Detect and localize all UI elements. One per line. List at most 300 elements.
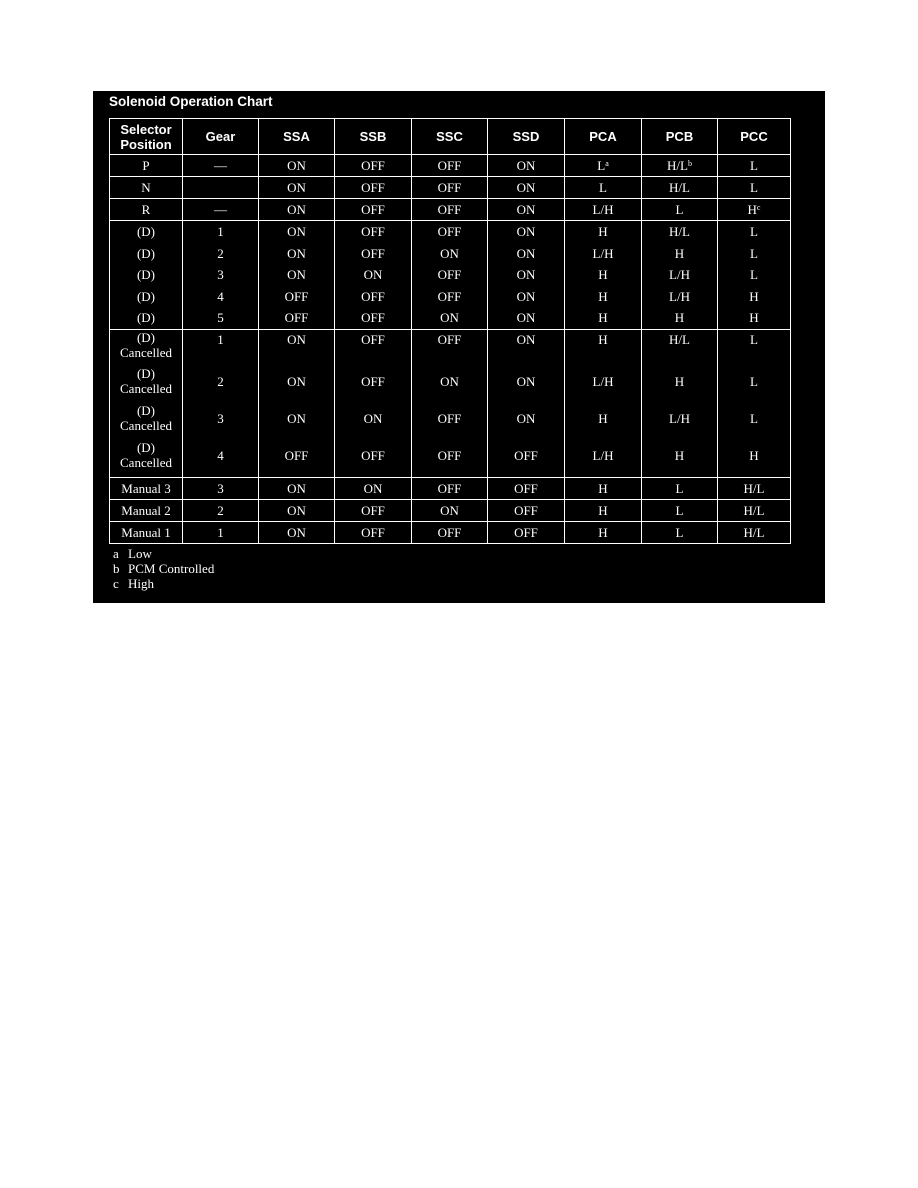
ssb-cell [335, 264, 412, 286]
ssc-cell-text: OFF [437, 481, 462, 497]
gear-cell [183, 366, 259, 403]
pcc-cell [718, 522, 791, 544]
pca-cell-text: L/H [592, 202, 614, 217]
gear-cell-text: 2 [217, 374, 224, 390]
ssd-cell [488, 155, 565, 177]
header-selector-line2: Position [120, 136, 172, 152]
ssc-cell-text: OFF [437, 202, 462, 217]
pca-cell [565, 199, 642, 221]
ssc-cell-text: OFF [437, 288, 462, 304]
ssc-cell-text: OFF [437, 448, 462, 464]
pcc-cell-text: L [750, 224, 758, 239]
pcc-cell [718, 403, 791, 440]
ssc-cell [412, 329, 488, 366]
header-ssc: SSC [412, 119, 488, 155]
pcb-cell [642, 155, 718, 177]
table-row [110, 329, 791, 366]
footnote-item [113, 546, 214, 561]
pcc-cell [718, 243, 791, 265]
pcb-cell [642, 243, 718, 265]
ssc-cell-text: ON [440, 245, 459, 261]
pcb-cell-text: L [675, 525, 684, 541]
ssb-cell [335, 478, 412, 500]
footnote-item [113, 561, 214, 576]
gear-cell [183, 522, 259, 544]
ssa-cell [259, 286, 335, 308]
ssa-cell-text: OFF [284, 448, 309, 464]
pcb-cell [642, 403, 718, 440]
ssd-cell [488, 221, 565, 243]
pcb-cell-text: L/H [669, 267, 690, 283]
ssa-cell [259, 329, 335, 366]
pcb-cell [642, 199, 718, 221]
ssa-cell [259, 440, 335, 478]
header-pcb: PCB [642, 119, 718, 155]
pcc-cell [718, 286, 791, 308]
gear-cell-text: — [214, 158, 227, 173]
solenoid-chart-panel [93, 91, 825, 603]
ssd-cell [488, 500, 565, 522]
ssc-cell-text: ON [440, 374, 459, 390]
footnote-key: a [113, 546, 119, 561]
pcc-cell-text: H [747, 202, 757, 217]
ssb-cell-text: OFF [361, 180, 385, 195]
ssa-cell-text: OFF [284, 310, 309, 326]
gear-cell [183, 329, 259, 366]
ssb-cell [335, 403, 412, 440]
gear-cell-text: — [214, 202, 227, 217]
footnote-ref: a [605, 159, 609, 168]
pcc-cell-text: L [750, 180, 758, 195]
cancelled-rows [110, 329, 791, 477]
header-ssd: SSD [488, 119, 565, 155]
pcc-cell-text: L [750, 331, 758, 347]
table-row [110, 199, 791, 221]
pcb-cell-text: H [674, 374, 685, 390]
table-row [110, 177, 791, 199]
ssd-cell [488, 177, 565, 199]
pcb-cell [642, 286, 718, 308]
table-row [110, 286, 791, 308]
pca-cell [565, 264, 642, 286]
ssd-cell [488, 522, 565, 544]
ssa-cell [259, 199, 335, 221]
position-cell [110, 286, 183, 308]
gear-cell [183, 478, 259, 500]
pca-cell-text: L/H [592, 448, 614, 464]
pcb-cell [642, 177, 718, 199]
pcc-cell-text: H/L [743, 481, 765, 497]
table-row [110, 307, 791, 329]
ssc-cell [412, 307, 488, 329]
gear-cell-text: 5 [217, 310, 224, 326]
ssa-cell-text: ON [287, 267, 306, 283]
gear-cell-text: 2 [217, 245, 224, 261]
table-row [110, 155, 791, 177]
ssb-cell-text: ON [363, 411, 383, 427]
header-ssa: SSA [259, 119, 335, 155]
table-row [110, 440, 791, 478]
ssb-cell-text: OFF [361, 503, 385, 519]
pca-cell-text: L/H [592, 245, 614, 261]
header-pcc: PCC [718, 119, 791, 155]
table-row [110, 366, 791, 403]
footnote-ref: c [756, 203, 761, 212]
pcc-cell-text: H [749, 310, 759, 326]
pcc-cell [718, 221, 791, 243]
ssb-cell [335, 440, 412, 478]
ssa-cell [259, 500, 335, 522]
ssd-cell-text: ON [516, 224, 536, 239]
position-cell [110, 440, 183, 478]
gear-cell [183, 221, 259, 243]
pcc-cell [718, 155, 791, 177]
ssb-cell [335, 329, 412, 366]
pca-cell [565, 243, 642, 265]
ssc-cell [412, 366, 488, 403]
header-gear: Gear [183, 119, 259, 155]
pcb-cell-text: H [674, 448, 685, 464]
pca-cell-text: H [598, 224, 608, 239]
ssd-cell-text: OFF [514, 481, 538, 497]
table-row [110, 264, 791, 286]
position-line2: Cancelled [120, 381, 172, 397]
pcc-cell [718, 264, 791, 286]
ssd-cell-text: ON [516, 331, 536, 347]
ssd-cell-text: ON [516, 411, 536, 427]
position-cell-text: (D) [136, 267, 156, 283]
ssb-cell-text: OFF [361, 525, 385, 541]
pca-cell [565, 329, 642, 366]
pcb-cell [642, 522, 718, 544]
position-cell-text: (D) [136, 310, 156, 326]
ssc-cell [412, 286, 488, 308]
pcc-cell [718, 199, 791, 221]
pcb-cell-text: L/H [669, 411, 690, 427]
position-cell [110, 366, 183, 403]
pcc-cell-text: L [750, 411, 758, 427]
pcb-cell-text: H/L [667, 158, 688, 173]
position-cell-text: (D) [136, 288, 156, 304]
ssc-cell [412, 522, 488, 544]
position-cell-text: Manual 1 [121, 525, 171, 541]
pcc-cell [718, 177, 791, 199]
ssc-cell-text: OFF [437, 224, 462, 239]
table-row [110, 522, 791, 544]
gear-cell [183, 177, 259, 199]
pcc-cell-text: H/L [743, 525, 765, 541]
header-selector-position [110, 119, 183, 155]
ssd-cell [488, 199, 565, 221]
pca-cell [565, 177, 642, 199]
footnotes [113, 546, 214, 591]
pcc-cell [718, 500, 791, 522]
ssa-cell-text: ON [287, 525, 306, 541]
ssb-cell-text: OFF [361, 448, 385, 464]
ssd-cell [488, 264, 565, 286]
ssc-cell-text: OFF [437, 525, 462, 541]
ssc-cell [412, 478, 488, 500]
gear-cell [183, 155, 259, 177]
pcb-cell-text: L [675, 202, 684, 217]
ssc-cell [412, 264, 488, 286]
pca-cell [565, 307, 642, 329]
pcc-cell-text: L [750, 245, 758, 261]
ssc-cell-text: ON [440, 310, 459, 326]
ssb-cell-text: OFF [361, 374, 385, 390]
position-cell-text: N [141, 180, 151, 195]
pcb-cell [642, 366, 718, 403]
gear-cell-text: 4 [217, 448, 224, 464]
pcb-cell [642, 478, 718, 500]
table-row [110, 500, 791, 522]
ssc-cell-text: OFF [437, 331, 462, 347]
ssb-cell-text: OFF [361, 158, 385, 173]
gear-cell-text: 1 [217, 525, 224, 541]
pcb-cell-text: L [675, 481, 684, 497]
ssc-cell [412, 199, 488, 221]
position-cell-text: P [142, 158, 150, 173]
footnote-key: b [113, 561, 120, 576]
position-line2: Cancelled [120, 455, 172, 471]
pcb-cell [642, 329, 718, 366]
pcc-cell [718, 329, 791, 366]
pcc-cell-text: H [749, 448, 759, 464]
gear-cell [183, 500, 259, 522]
ssb-cell [335, 155, 412, 177]
ssb-cell [335, 221, 412, 243]
ssb-cell-text: OFF [361, 245, 385, 261]
ssd-cell-text: ON [516, 202, 536, 217]
ssd-cell [488, 286, 565, 308]
pcb-cell-text: H/L [669, 331, 690, 347]
ssc-cell [412, 177, 488, 199]
ssd-cell-text: ON [516, 267, 536, 283]
pca-cell-text: H [598, 310, 608, 326]
ssa-cell-text: ON [287, 158, 306, 173]
gear-cell [183, 307, 259, 329]
position-line1: (D) [136, 403, 156, 419]
ssd-cell-text: ON [516, 158, 536, 173]
header-ssb: SSB [335, 119, 412, 155]
pca-cell [565, 403, 642, 440]
ssa-cell-text: ON [287, 481, 306, 497]
ssb-cell-text: OFF [361, 331, 385, 347]
position-cell [110, 478, 183, 500]
pca-cell-text: H [598, 525, 608, 541]
pca-cell [565, 522, 642, 544]
table-row [110, 221, 791, 243]
position-cell [110, 177, 183, 199]
ssd-cell-text: ON [516, 288, 536, 304]
pca-cell-text: H [598, 411, 608, 427]
pca-cell-text: H [598, 288, 608, 304]
ssa-cell-text: ON [287, 374, 306, 390]
pca-cell-text: H [598, 331, 608, 347]
footnote-text: High [128, 576, 154, 591]
footnote-ref: b [687, 159, 692, 168]
pca-cell [565, 221, 642, 243]
ssa-cell [259, 307, 335, 329]
position-cell [110, 500, 183, 522]
ssa-cell-text: ON [287, 180, 306, 195]
position-cell [110, 221, 183, 243]
pca-cell-text: H [598, 481, 608, 497]
position-cell-text: (D) [136, 245, 156, 261]
single-rows [110, 155, 791, 221]
position-line2: Cancelled [120, 344, 172, 360]
ssd-cell-text: ON [516, 310, 536, 326]
ssb-cell [335, 307, 412, 329]
ssd-cell-text: OFF [514, 503, 538, 519]
pcb-cell-text: L/H [669, 288, 690, 304]
pca-cell-text: H [598, 267, 608, 283]
ssa-cell [259, 478, 335, 500]
position-cell [110, 199, 183, 221]
position-line1: (D) [136, 440, 156, 456]
position-cell [110, 155, 183, 177]
pca-cell-text: H [598, 503, 608, 519]
ssb-cell [335, 366, 412, 403]
pcb-cell [642, 307, 718, 329]
pcc-cell-text: L [750, 267, 758, 283]
gear-cell [183, 243, 259, 265]
table-header [110, 119, 791, 155]
gear-cell-text: 1 [217, 224, 224, 239]
table-row [110, 403, 791, 440]
ssa-cell-text: ON [287, 503, 306, 519]
chart-title: Solenoid Operation Chart [109, 94, 273, 109]
ssa-cell-text: OFF [284, 288, 309, 304]
ssa-cell [259, 264, 335, 286]
ssa-cell-text: ON [287, 411, 306, 427]
ssa-cell [259, 522, 335, 544]
ssd-cell-text: ON [516, 374, 536, 390]
gear-cell-text: 4 [217, 288, 224, 304]
pca-cell-text: L [597, 158, 606, 173]
pca-cell [565, 440, 642, 478]
gear-cell-text: 3 [217, 481, 224, 497]
ssc-cell-text: OFF [437, 158, 462, 173]
ssc-cell [412, 403, 488, 440]
pcb-cell-text: L [675, 503, 684, 519]
pca-cell-text: L [599, 180, 607, 195]
ssb-cell [335, 177, 412, 199]
pcc-cell-text: H/L [743, 503, 765, 519]
position-cell [110, 264, 183, 286]
footnote-key: c [113, 576, 119, 591]
pcc-cell-text: L [750, 158, 758, 173]
pcb-cell-text: H [674, 310, 685, 326]
pcc-cell-text: H [749, 288, 759, 304]
ssa-cell [259, 243, 335, 265]
pcb-cell-text: H/L [669, 180, 690, 195]
ssb-cell [335, 286, 412, 308]
pca-cell-text: L/H [592, 374, 614, 390]
gear-cell [183, 286, 259, 308]
manual-rows [110, 478, 791, 544]
ssa-cell-text: ON [287, 224, 306, 239]
ssd-cell-text: OFF [514, 525, 538, 541]
pcb-cell [642, 440, 718, 478]
ssa-cell [259, 155, 335, 177]
pcb-cell-text: H [674, 245, 685, 261]
pca-cell [565, 478, 642, 500]
footnote-text: PCM Controlled [128, 561, 215, 576]
ssd-cell [488, 243, 565, 265]
ssc-cell [412, 155, 488, 177]
ssc-cell [412, 221, 488, 243]
ssd-cell [488, 440, 565, 478]
ssc-cell [412, 440, 488, 478]
ssd-cell [488, 329, 565, 366]
position-cell [110, 522, 183, 544]
pca-cell [565, 500, 642, 522]
ssb-cell-text: ON [363, 267, 383, 283]
footnote-text: Low [128, 546, 152, 561]
ssd-cell [488, 307, 565, 329]
gear-cell [183, 199, 259, 221]
gear-cell-text: 2 [217, 503, 224, 519]
ssb-cell-text: OFF [361, 310, 385, 326]
ssd-cell-text: ON [516, 245, 536, 261]
ssb-cell-text: ON [363, 481, 383, 497]
gear-cell [183, 264, 259, 286]
ssc-cell-text: OFF [437, 411, 462, 427]
pcc-cell [718, 440, 791, 478]
ssa-cell-text: ON [287, 331, 306, 347]
pcc-cell-text: L [750, 374, 758, 390]
position-line2: Cancelled [120, 418, 172, 434]
pcc-cell [718, 366, 791, 403]
footnote-item [113, 576, 214, 591]
ssd-cell-text: ON [516, 180, 536, 195]
position-cell-text: R [141, 202, 151, 217]
pcc-cell [718, 478, 791, 500]
ssc-cell-text: OFF [437, 180, 462, 195]
ssb-cell [335, 243, 412, 265]
table-row [110, 243, 791, 265]
ssd-cell-text: OFF [514, 448, 538, 464]
position-cell [110, 243, 183, 265]
header-selector-line1: Selector [120, 121, 172, 137]
ssb-cell [335, 199, 412, 221]
position-cell-text: Manual 3 [121, 481, 171, 497]
ssa-cell [259, 177, 335, 199]
ssd-cell [488, 403, 565, 440]
ssb-cell [335, 522, 412, 544]
ssc-cell-text: OFF [437, 267, 462, 283]
ssa-cell-text: ON [287, 245, 306, 261]
solenoid-table [109, 118, 791, 544]
ssa-cell-text: ON [287, 202, 306, 217]
pcb-cell [642, 500, 718, 522]
pca-cell [565, 155, 642, 177]
position-line1: (D) [136, 366, 156, 382]
position-cell [110, 307, 183, 329]
ssb-cell-text: OFF [361, 224, 385, 239]
position-line1: (D) [136, 329, 156, 345]
pcb-cell [642, 264, 718, 286]
ssd-cell [488, 366, 565, 403]
drive-rows [110, 221, 791, 330]
pcb-cell-text: H/L [669, 224, 690, 239]
pca-cell [565, 366, 642, 403]
ssd-cell [488, 478, 565, 500]
gear-cell [183, 440, 259, 478]
ssa-cell [259, 403, 335, 440]
ssc-cell [412, 500, 488, 522]
